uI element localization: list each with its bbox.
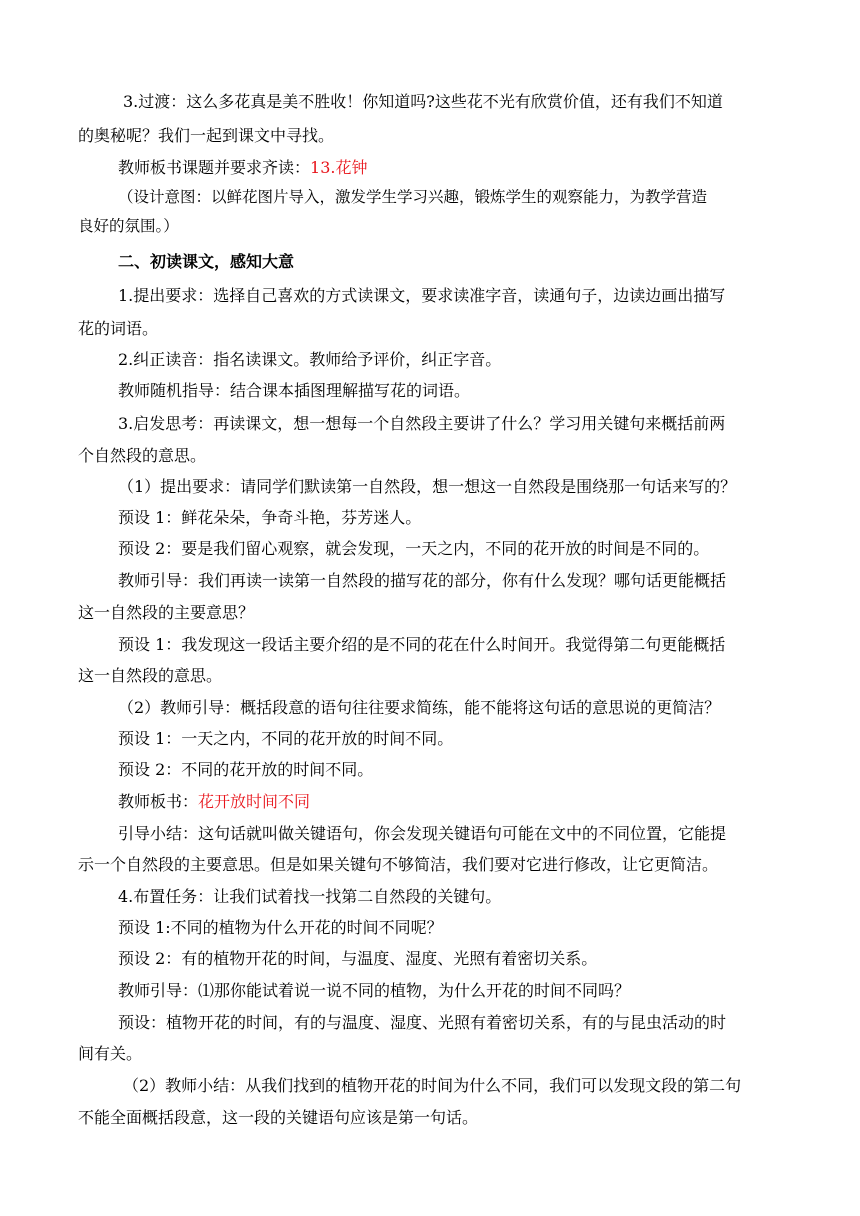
board-writing-prefix: 教师板书： <box>118 792 199 811</box>
paragraph-requirement-line1: 1.提出要求：选择自己喜欢的方式读课文，要求读准字音，读通句子，边读边画出描写 <box>118 286 726 305</box>
paragraph-summary-line1: 引导小结：这句话就叫做关键语句，你会发现关键语句可能在文中的不同位置，它能提 <box>118 824 727 843</box>
paragraph-step-2: （2）教师引导：概括段意的语句往往要求简练，能不能将这句话的意思说的更简洁？ <box>118 698 721 717</box>
paragraph-preset-1c: 预设 1：一天之内，不同的花开放的时间不同。 <box>118 729 454 748</box>
paragraph-inspire-line2: 个自然段的意思。 <box>78 446 207 465</box>
paragraph-teacher-summary-line1: （2）教师小结：从我们找到的植物开花的时间为什么不同，我们可以发现文段的第二句 <box>123 1076 742 1095</box>
paragraph-transition-line2: 的奥秘呢？我们一起到课文中寻找。 <box>78 126 335 145</box>
paragraph-preset-1a: 预设 1：鲜花朵朵，争奇斗艳，芬芳迷人。 <box>118 508 422 527</box>
paragraph-step-1: （1）提出要求：请同学们默读第一自然段，想一想这一自然段是围绕那一句话来写的？ <box>118 477 737 496</box>
paragraph-preset-line2: 间有关。 <box>78 1044 143 1063</box>
paragraph-transition-line1: 3.过渡：这么多花真是美不胜收！你知道吗?这些花不光有欣赏价值，还有我们不知道 <box>123 92 723 111</box>
paragraph-pronunciation: 2.纠正读音：指名读课文。教师给予评价，纠正字音。 <box>118 350 502 369</box>
paragraph-teacher-guide-line2: 这一自然段的主要意思？ <box>78 603 255 622</box>
paragraph-inspire-line1: 3.启发思考：再读课文，想一想每一个自然段主要讲了什么？学习用关键句来概括前两 <box>118 414 726 433</box>
paragraph-preset-line1: 预设：植物开花的时间，有的与温度、湿度、光照有着密切关系，有的与昆虫活动的时 <box>118 1013 727 1032</box>
design-intent-line1: （设计意图：以鲜花图片导入，激发学生学习兴趣，锻炼学生的观察能力，为教学营造 <box>118 188 708 206</box>
paragraph-requirement-line2: 花的词语。 <box>78 319 159 338</box>
design-intent-line2: 良好的氛围。） <box>78 217 179 235</box>
board-writing-highlight: 花开放时间不同 <box>198 792 311 811</box>
paragraph-teacher-guide-line1: 教师引导：我们再读一读第一自然段的描写花的部分，你有什么发现？哪句话更能概括 <box>118 571 727 590</box>
paragraph-task: 4.布置任务：让我们试着找一找第二自然段的关键句。 <box>118 887 502 906</box>
paragraph-preset-2c: 预设 2：不同的花开放的时间不同。 <box>118 760 374 779</box>
paragraph-board-writing <box>78 791 788 813</box>
paragraph-board-title <box>78 157 788 179</box>
paragraph-preset-1b-line2: 这一自然段的意思。 <box>78 666 223 685</box>
paragraph-preset-2d: 预设 2：有的植物开花的时间，与温度、湿度、光照有着密切关系。 <box>118 949 598 968</box>
paragraph-teacher-summary-line2: 不能全面概括段意，这一段的关键语句应该是第一句话。 <box>78 1108 479 1127</box>
paragraph-preset-1b-line1: 预设 1：我发现这一段话主要介绍的是不同的花在什么时间开。我觉得第二句更能概括 <box>118 635 726 654</box>
paragraph-preset-2a: 预设 2：要是我们留心观察，就会发现，一天之内，不同的花开放的时间是不同的。 <box>118 539 710 558</box>
board-title-prefix: 教师板书课题并要求齐读： <box>118 158 311 177</box>
paragraph-teacher-guide-2: 教师引导：⑴那你能试着说一说不同的植物，为什么开花的时间不同吗？ <box>118 981 631 1000</box>
paragraph-preset-1d: 预设 1:不同的植物为什么开花的时间不同呢？ <box>118 918 443 937</box>
lesson-title-highlight: 13.花钟 <box>310 158 368 177</box>
paragraph-guidance: 教师随机指导：结合课本插图理解描写花的词语。 <box>118 381 471 400</box>
paragraph-summary-line2: 示一个自然段的主要意思。但是如果关键句不够简洁，我们要对它进行修改，让它更简洁。 <box>78 855 719 874</box>
section-heading-2: 二、初读课文，感知大意 <box>118 252 295 271</box>
